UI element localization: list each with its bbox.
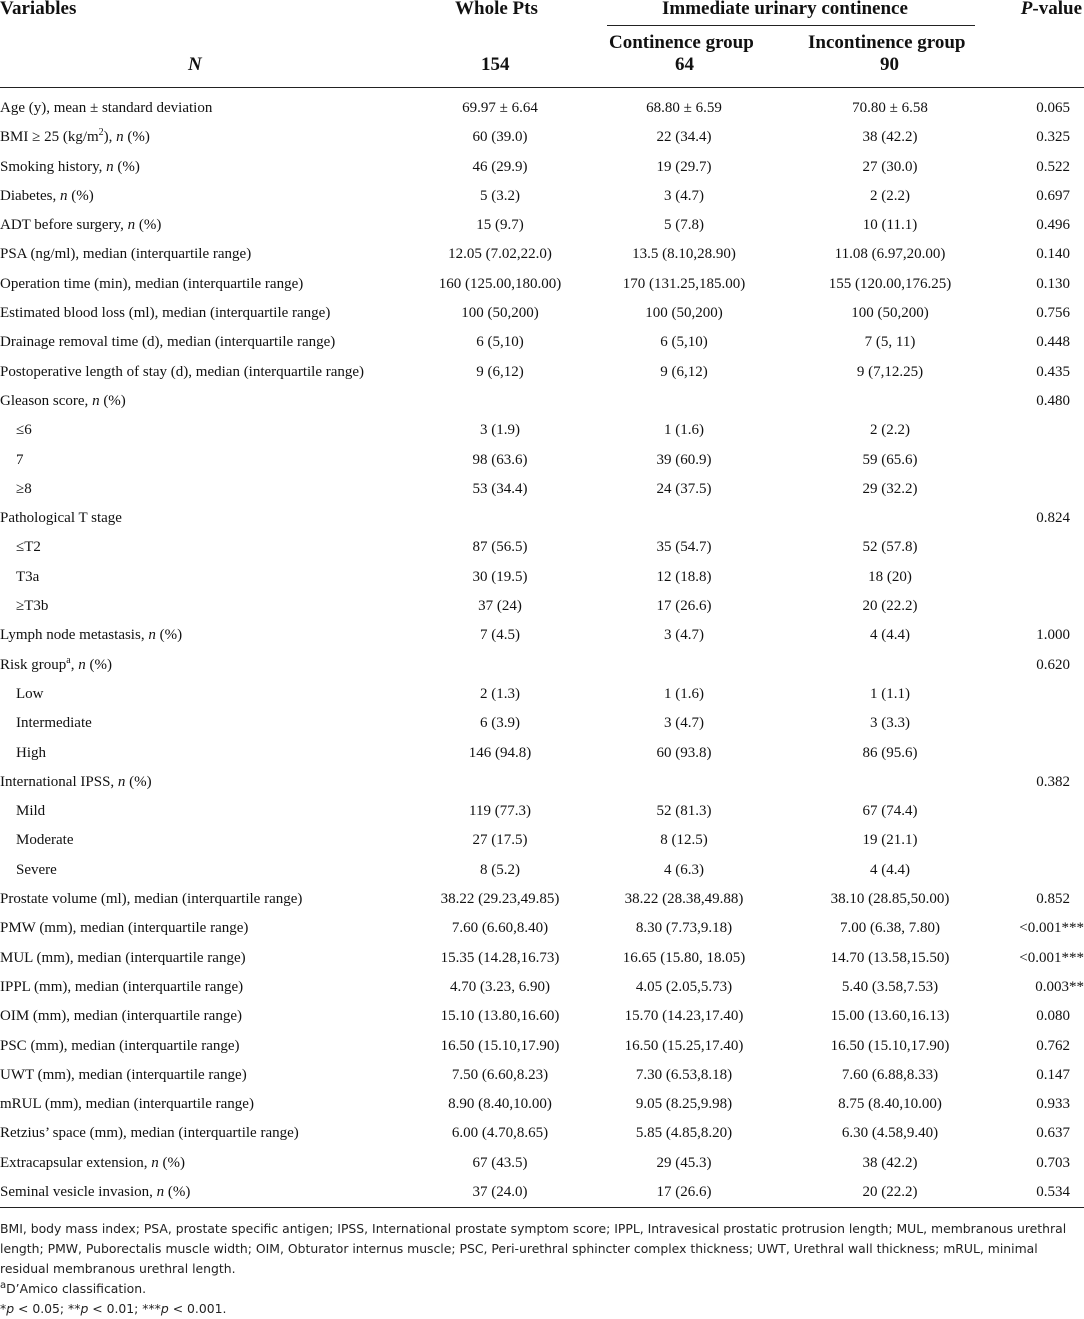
variable-pre: Intermediate bbox=[16, 715, 92, 732]
cell-continence: 1 (1.6) bbox=[664, 422, 704, 439]
cell-p-value: 0.140 bbox=[1036, 246, 1070, 263]
cell-continence: 4.05 (2.05,5.73) bbox=[635, 978, 733, 995]
cell-continence: 24 (37.5) bbox=[656, 480, 712, 497]
cell-variable bbox=[0, 276, 303, 293]
footnote-p3: p bbox=[160, 1301, 169, 1316]
cell-incontinence: 5.40 (3.58,7.53) bbox=[841, 978, 939, 995]
cell-continence: 6 (5,10) bbox=[660, 334, 708, 351]
cell-whole-pts: 7.60 (6.60,8.40) bbox=[451, 920, 549, 937]
footnote-p2: p bbox=[80, 1301, 89, 1316]
cell-variable bbox=[0, 1008, 242, 1025]
variable-pre: ≥8 bbox=[16, 480, 32, 497]
cell-incontinence: 6.30 (4.58,9.40) bbox=[841, 1125, 939, 1142]
header-p-rest: -value bbox=[1032, 0, 1082, 19]
cell-whole-pts: 69.97 ± 6.64 bbox=[462, 100, 538, 116]
cell-p-value: 0.703 bbox=[1036, 1154, 1070, 1171]
cell-continence: 68.80 ± 6.59 bbox=[646, 100, 722, 116]
cell-incontinence: 18 (20) bbox=[868, 568, 912, 585]
cell-continence: 8 (12.5) bbox=[660, 832, 708, 849]
variable-pre: PSA (ng/ml), median (interquartile range) bbox=[0, 246, 252, 263]
table-row bbox=[0, 300, 1084, 329]
variable-it: n bbox=[151, 1154, 159, 1171]
variable-it: n bbox=[59, 187, 68, 204]
cell-whole-pts: 6.00 (4.70,8.65) bbox=[451, 1125, 549, 1142]
cell-whole-pts: 6 (3.9) bbox=[480, 715, 520, 732]
header-n-continence: 64 bbox=[675, 54, 694, 75]
cell-p-value: 0.435 bbox=[1036, 363, 1070, 380]
variable-pre: Severe bbox=[16, 861, 57, 878]
cell-p-value: 0.637 bbox=[1036, 1125, 1070, 1142]
variable-pre: PMW (mm), median (interquartile range) bbox=[0, 920, 249, 937]
cell-p-value: <0.001*** bbox=[1019, 949, 1084, 966]
cell-whole-pts: 98 (63.6) bbox=[472, 451, 528, 468]
table-footnotes bbox=[0, 1219, 1084, 1319]
table-row bbox=[0, 1033, 1084, 1062]
cell-variable bbox=[0, 979, 243, 996]
table-row bbox=[0, 564, 1084, 593]
cell-p-value: 0.382 bbox=[1036, 773, 1070, 790]
table-row bbox=[0, 241, 1084, 270]
cell-incontinence: 67 (74.4) bbox=[862, 803, 918, 820]
cell-continence: 100 (50,200) bbox=[645, 305, 723, 322]
cell-p-value: 0.697 bbox=[1036, 187, 1070, 204]
cell-variable bbox=[0, 393, 126, 410]
table-row bbox=[0, 388, 1084, 417]
variable-pre: ≤T2 bbox=[16, 539, 41, 556]
cell-continence: 39 (60.9) bbox=[656, 451, 712, 468]
cell-variable bbox=[0, 1125, 299, 1142]
cell-continence: 15.70 (14.23,17.40) bbox=[624, 1008, 744, 1025]
table-row bbox=[0, 1062, 1084, 1091]
variable-pre: Lymph node metastasis, bbox=[0, 627, 149, 644]
variable-pre: Smoking history, bbox=[0, 158, 107, 175]
cell-p-value: 0.620 bbox=[1036, 656, 1070, 673]
cell-whole-pts: 15.35 (14.28,16.73) bbox=[440, 949, 560, 966]
table-row bbox=[0, 827, 1084, 856]
table-header bbox=[0, 0, 1084, 90]
variable-pre: 7 bbox=[16, 451, 24, 468]
variable-pre: PSC (mm), median (interquartile range) bbox=[0, 1037, 240, 1054]
header-p-italic: P bbox=[1020, 0, 1033, 19]
cell-incontinence: 15.00 (13.60,16.13) bbox=[830, 1008, 950, 1025]
variable-post: (%) bbox=[155, 627, 183, 644]
variable-pre: ≤6 bbox=[16, 422, 32, 439]
header-immediate-continence: Immediate urinary continence bbox=[662, 0, 908, 19]
cell-incontinence: 7 (5, 11) bbox=[864, 334, 916, 351]
cell-incontinence: 38 (42.2) bbox=[862, 129, 918, 146]
cell-incontinence: 9 (7,12.25) bbox=[856, 363, 924, 380]
variable-pre: Diabetes, bbox=[0, 187, 60, 204]
variable-pre: Moderate bbox=[16, 832, 74, 849]
cell-variable bbox=[16, 745, 46, 762]
table-row bbox=[0, 886, 1084, 915]
cell-variable bbox=[16, 452, 24, 469]
cell-whole-pts: 9 (6,12) bbox=[476, 363, 524, 380]
cell-whole-pts: 37 (24) bbox=[478, 598, 522, 615]
cell-continence: 5.85 (4.85,8.20) bbox=[635, 1125, 733, 1142]
table-row bbox=[0, 740, 1084, 769]
variable-pre: Extracapsular extension, bbox=[0, 1154, 152, 1171]
table-row bbox=[0, 974, 1084, 1003]
cell-p-value: 0.933 bbox=[1036, 1096, 1070, 1113]
cell-variable bbox=[0, 1096, 254, 1113]
cell-p-value: <0.001*** bbox=[1019, 920, 1084, 937]
cell-continence: 17 (26.6) bbox=[656, 598, 712, 615]
cell-whole-pts: 3 (1.9) bbox=[480, 422, 520, 439]
table-row bbox=[0, 798, 1084, 827]
cell-p-value: 0.852 bbox=[1036, 891, 1070, 908]
table-row bbox=[0, 622, 1084, 651]
table-row bbox=[0, 124, 1084, 153]
header-whole-pts: Whole Pts bbox=[455, 0, 538, 19]
cell-incontinence: 10 (11.1) bbox=[862, 217, 918, 234]
cell-continence: 1 (1.6) bbox=[664, 685, 704, 702]
variable-it: n bbox=[92, 392, 100, 409]
cell-variable bbox=[0, 774, 152, 791]
cell-variable bbox=[0, 950, 246, 967]
cell-p-value: 0.496 bbox=[1036, 217, 1070, 234]
cell-variable bbox=[0, 891, 302, 908]
footnote-abbreviations: BMI, body mass index; PSA, prostate specific antigen; IPSS, International prostate symptom score; IPPL, Intravesical prostatic protrusion length; MUL, membranous urethral length; PMW, Puborectalis muscle width; OIM, Obturator internus muscle; PSC, Peri-urethral sphincter complex thickness; UWT, Urethral wall thickness; mRUL, minimal residual membranous urethral length. bbox=[0, 1221, 1067, 1276]
cell-continence: 35 (54.7) bbox=[656, 539, 712, 556]
variable-pre: Drainage removal time (d), median (interquartile range) bbox=[0, 334, 336, 351]
cell-incontinence: 70.80 ± 6.58 bbox=[852, 100, 928, 116]
cell-whole-pts: 5 (3.2) bbox=[480, 187, 520, 204]
variable-pre: International IPSS, bbox=[0, 773, 118, 790]
variable-post: (%) bbox=[85, 656, 112, 673]
cell-continence: 4 (6.3) bbox=[664, 861, 704, 878]
cell-incontinence: 100 (50,200) bbox=[851, 305, 929, 322]
cell-variable bbox=[0, 159, 140, 176]
cell-variable bbox=[0, 1038, 240, 1055]
cell-whole-pts: 146 (94.8) bbox=[468, 744, 532, 761]
cell-incontinence: 38 (42.2) bbox=[862, 1154, 918, 1171]
cell-p-value: 0.003** bbox=[1035, 978, 1084, 995]
cell-p-value: 1.000 bbox=[1036, 627, 1070, 644]
cell-continence: 9 (6,12) bbox=[660, 363, 708, 380]
variable-post: (%) bbox=[164, 1183, 191, 1200]
table-row bbox=[0, 271, 1084, 300]
cell-continence: 3 (4.7) bbox=[664, 715, 704, 732]
table-row bbox=[0, 417, 1084, 446]
cell-continence: 52 (81.3) bbox=[656, 803, 712, 820]
cell-incontinence: 7.60 (6.88,8.33) bbox=[841, 1066, 939, 1083]
cell-p-value: 0.448 bbox=[1036, 334, 1070, 351]
cell-variable bbox=[16, 539, 41, 556]
cell-variable bbox=[0, 654, 112, 674]
cell-incontinence: 16.50 (15.10,17.90) bbox=[830, 1037, 950, 1054]
cell-p-value: 0.756 bbox=[1036, 305, 1070, 322]
variable-pre: Mild bbox=[16, 803, 46, 820]
cell-incontinence: 52 (57.8) bbox=[862, 539, 918, 556]
table-row bbox=[0, 212, 1084, 241]
cell-whole-pts: 16.50 (15.10,17.90) bbox=[440, 1037, 560, 1054]
cell-variable bbox=[16, 422, 32, 439]
cell-continence: 16.65 (15.80, 18.05) bbox=[622, 949, 746, 966]
cell-variable bbox=[16, 803, 45, 820]
subheader-rule bbox=[607, 25, 975, 26]
cell-continence: 60 (93.8) bbox=[656, 744, 712, 761]
cell-variable bbox=[0, 305, 330, 322]
cell-whole-pts: 6 (5,10) bbox=[476, 334, 524, 351]
table-row bbox=[0, 183, 1084, 212]
variable-pre: Low bbox=[16, 685, 44, 702]
header-continence-group: Continence group bbox=[609, 32, 754, 53]
cell-incontinence: 29 (32.2) bbox=[862, 480, 918, 497]
table-row bbox=[0, 476, 1084, 505]
cell-whole-pts: 53 (34.4) bbox=[472, 480, 528, 497]
variable-pre: Seminal vesicle invasion, bbox=[0, 1183, 157, 1200]
cell-incontinence: 14.70 (13.58,15.50) bbox=[830, 949, 950, 966]
variable-sup: a bbox=[66, 654, 71, 666]
table-row bbox=[0, 681, 1084, 710]
table-row bbox=[0, 710, 1084, 739]
cell-whole-pts: 38.22 (29.23,49.85) bbox=[440, 891, 560, 908]
cell-p-value: 0.325 bbox=[1036, 129, 1070, 146]
cell-variable bbox=[0, 920, 248, 937]
variable-pre: IPPL (mm), median (interquartile range) bbox=[0, 978, 244, 995]
variable-pre: OIM (mm), median (interquartile range) bbox=[0, 1008, 242, 1025]
cell-continence: 38.22 (28.38,49.88) bbox=[624, 891, 744, 908]
footnote-t3: < 0.001. bbox=[168, 1301, 227, 1316]
cell-continence: 12 (18.8) bbox=[656, 568, 712, 585]
cell-variable bbox=[0, 627, 182, 644]
cell-continence: 8.30 (7.73,9.18) bbox=[635, 920, 733, 937]
variable-post: (%) bbox=[123, 129, 150, 146]
cell-incontinence: 8.75 (8.40,10.00) bbox=[838, 1096, 942, 1113]
cell-continence: 22 (34.4) bbox=[656, 129, 712, 146]
table-row bbox=[0, 447, 1084, 476]
cell-variable bbox=[16, 832, 73, 849]
cell-variable bbox=[16, 569, 39, 586]
variable-pre: Prostate volume (ml), median (interquartile range) bbox=[0, 891, 303, 908]
cell-incontinence: 1 (1.1) bbox=[870, 685, 910, 702]
table-row bbox=[0, 1120, 1084, 1149]
cell-whole-pts: 12.05 (7.02,22.0) bbox=[448, 246, 552, 263]
cell-incontinence: 3 (3.3) bbox=[870, 715, 910, 732]
cell-continence: 5 (7.8) bbox=[664, 217, 704, 234]
footnote-star: * bbox=[0, 1301, 7, 1316]
cell-incontinence: 38.10 (28.85,50.00) bbox=[830, 891, 950, 908]
cell-whole-pts: 30 (19.5) bbox=[472, 568, 528, 585]
cell-whole-pts: 67 (43.5) bbox=[472, 1154, 528, 1171]
cell-whole-pts: 7 (4.5) bbox=[480, 627, 520, 644]
header-n-whole: 154 bbox=[481, 54, 510, 75]
cell-variable bbox=[0, 1184, 190, 1201]
cell-incontinence: 27 (30.0) bbox=[862, 158, 918, 175]
cell-continence: 9.05 (8.25,9.98) bbox=[635, 1096, 733, 1113]
variable-pre: Gleason score, bbox=[0, 392, 93, 409]
variable-pre: ADT before surgery, bbox=[0, 217, 128, 234]
cell-incontinence: 19 (21.1) bbox=[862, 832, 918, 849]
table-body bbox=[0, 95, 1084, 1208]
variable-pre: T3a bbox=[16, 568, 40, 585]
variable-it: n bbox=[156, 1183, 165, 1200]
cell-whole-pts: 27 (17.5) bbox=[472, 832, 528, 849]
cell-p-value: 0.824 bbox=[1036, 510, 1070, 527]
variable-it: n bbox=[117, 773, 126, 790]
cell-variable bbox=[0, 510, 122, 527]
cell-continence: 19 (29.7) bbox=[656, 158, 712, 175]
footnote-damico bbox=[0, 1279, 1084, 1299]
cell-continence: 170 (131.25,185.00) bbox=[622, 275, 746, 292]
cell-variable bbox=[0, 188, 94, 205]
variable-it: n bbox=[127, 217, 136, 234]
variable-sup: 2 bbox=[98, 127, 104, 139]
cell-p-value: 0.522 bbox=[1036, 158, 1070, 175]
cell-incontinence: 4 (4.4) bbox=[870, 627, 910, 644]
variable-post: (%) bbox=[158, 1154, 185, 1171]
header-variables: Variables bbox=[0, 0, 77, 19]
table-row bbox=[0, 593, 1084, 622]
variable-pre: Pathological T stage bbox=[0, 510, 122, 527]
variable-post: (%) bbox=[99, 392, 126, 409]
footnote-t2: < 0.01; *** bbox=[88, 1301, 161, 1316]
header-incontinence-group: Incontinence group bbox=[808, 32, 966, 53]
variable-post: (%) bbox=[113, 158, 140, 175]
header-rule bbox=[0, 87, 1084, 88]
table-bottom-rule bbox=[0, 1207, 1084, 1208]
cell-incontinence: 2 (2.2) bbox=[870, 187, 910, 204]
cell-continence: 7.30 (6.53,8.18) bbox=[635, 1066, 733, 1083]
cell-variable bbox=[0, 100, 212, 117]
cell-p-value: 0.480 bbox=[1036, 392, 1070, 409]
footnote-a-marker: a bbox=[0, 1279, 7, 1291]
cell-incontinence: 155 (120.00,176.25) bbox=[828, 275, 952, 292]
cell-p-value: 0.147 bbox=[1036, 1066, 1070, 1083]
cell-whole-pts: 46 (29.9) bbox=[472, 158, 528, 175]
variable-pre: ≥T3b bbox=[16, 598, 49, 615]
header-p-value bbox=[1021, 0, 1082, 20]
variable-pre: MUL (mm), median (interquartile range) bbox=[0, 949, 246, 966]
cell-variable bbox=[16, 686, 44, 703]
cell-whole-pts: 15 (9.7) bbox=[476, 217, 524, 234]
cell-continence: 17 (26.6) bbox=[656, 1183, 712, 1200]
variable-mid: , bbox=[70, 656, 79, 673]
variable-pre: High bbox=[16, 744, 46, 761]
cell-incontinence: 20 (22.2) bbox=[862, 1183, 918, 1200]
table-row bbox=[0, 1150, 1084, 1179]
cell-continence: 3 (4.7) bbox=[664, 187, 704, 204]
cell-p-value: 0.534 bbox=[1036, 1183, 1070, 1200]
cell-p-value: 0.080 bbox=[1036, 1008, 1070, 1025]
cell-continence: 29 (45.3) bbox=[656, 1154, 712, 1171]
cell-whole-pts: 8.90 (8.40,10.00) bbox=[448, 1096, 552, 1113]
cell-continence: 13.5 (8.10,28.90) bbox=[632, 246, 736, 263]
cell-whole-pts: 15.10 (13.80,16.60) bbox=[440, 1008, 560, 1025]
cell-whole-pts: 119 (77.3) bbox=[469, 803, 531, 820]
cell-whole-pts: 7.50 (6.60,8.23) bbox=[451, 1066, 549, 1083]
table-row bbox=[0, 95, 1084, 124]
cell-variable bbox=[0, 1067, 247, 1084]
cell-p-value: 0.762 bbox=[1036, 1037, 1070, 1054]
cell-whole-pts: 4.70 (3.23, 6.90) bbox=[450, 978, 550, 995]
variable-pre: Risk group bbox=[0, 656, 67, 673]
cell-whole-pts: 87 (56.5) bbox=[472, 539, 528, 556]
cell-variable bbox=[16, 481, 32, 498]
cell-continence: 3 (4.7) bbox=[664, 627, 704, 644]
table-row bbox=[0, 857, 1084, 886]
cell-whole-pts: 100 (50,200) bbox=[461, 305, 539, 322]
table-row bbox=[0, 359, 1084, 388]
cell-whole-pts: 160 (125.00,180.00) bbox=[438, 275, 562, 292]
footnote-significance bbox=[0, 1299, 1084, 1319]
cell-variable bbox=[16, 715, 92, 732]
variable-pre: Age (y), mean ± standard deviation bbox=[0, 100, 213, 116]
variable-post: (%) bbox=[67, 187, 94, 204]
variable-pre: Estimated blood loss (ml), median (interquartile range) bbox=[0, 305, 331, 322]
cell-continence: 16.50 (15.25,17.40) bbox=[624, 1037, 744, 1054]
cell-variable bbox=[0, 364, 364, 381]
variable-it: n bbox=[106, 158, 114, 175]
variable-pre: BMI ≥ 25 (kg/m bbox=[0, 129, 99, 146]
cell-variable bbox=[0, 1155, 185, 1172]
cell-whole-pts: 8 (5.2) bbox=[480, 861, 520, 878]
variable-it: n bbox=[148, 627, 156, 644]
variable-it: n bbox=[116, 129, 124, 146]
cell-variable bbox=[0, 334, 335, 351]
variable-pre: Retzius’ space (mm), median (interquartile range) bbox=[0, 1125, 299, 1142]
table-row bbox=[0, 154, 1084, 183]
cell-incontinence: 59 (65.6) bbox=[862, 451, 918, 468]
table-row bbox=[0, 769, 1084, 798]
cell-incontinence: 11.08 (6.97,20.00) bbox=[834, 246, 946, 263]
table-row bbox=[0, 329, 1084, 358]
footnote-t1: < 0.05; ** bbox=[14, 1301, 81, 1316]
cell-p-value: 0.065 bbox=[1036, 100, 1070, 116]
cell-variable bbox=[0, 246, 251, 263]
table-row bbox=[0, 1179, 1084, 1208]
cell-variable bbox=[0, 129, 150, 146]
table-row bbox=[0, 534, 1084, 563]
cell-incontinence: 2 (2.2) bbox=[870, 422, 910, 439]
table-row bbox=[0, 1091, 1084, 1120]
header-n-label: N bbox=[188, 54, 202, 75]
variable-pre: Postoperative length of stay (d), median (interquartile range) bbox=[0, 363, 365, 380]
variable-pre: mRUL (mm), median (interquartile range) bbox=[0, 1096, 254, 1113]
variable-pre: Operation time (min), median (interquartile range) bbox=[0, 275, 304, 292]
table-row bbox=[0, 915, 1084, 944]
footnote-a-text: D’Amico classification. bbox=[6, 1281, 147, 1296]
variable-mid: ), bbox=[103, 129, 117, 146]
cell-incontinence: 86 (95.6) bbox=[862, 744, 918, 761]
cell-whole-pts: 2 (1.3) bbox=[480, 685, 520, 702]
variable-post: (%) bbox=[135, 217, 162, 234]
cell-variable bbox=[0, 217, 161, 234]
table-row bbox=[0, 505, 1084, 534]
variable-it: n bbox=[78, 656, 86, 673]
cell-p-value: 0.130 bbox=[1036, 275, 1070, 292]
cell-incontinence: 4 (4.4) bbox=[870, 861, 910, 878]
cell-variable bbox=[16, 862, 57, 879]
table-row bbox=[0, 945, 1084, 974]
table-row bbox=[0, 1003, 1084, 1032]
cell-incontinence: 7.00 (6.38, 7.80) bbox=[840, 920, 940, 937]
variable-pre: UWT (mm), median (interquartile range) bbox=[0, 1066, 247, 1083]
cell-whole-pts: 60 (39.0) bbox=[472, 129, 528, 146]
variable-post: (%) bbox=[125, 773, 152, 790]
cell-incontinence: 20 (22.2) bbox=[862, 598, 918, 615]
table-row bbox=[0, 652, 1084, 681]
cell-variable bbox=[16, 598, 48, 615]
cell-whole-pts: 37 (24.0) bbox=[472, 1183, 528, 1200]
footnote-p1: p bbox=[6, 1301, 15, 1316]
header-n-incontinence: 90 bbox=[880, 54, 899, 75]
